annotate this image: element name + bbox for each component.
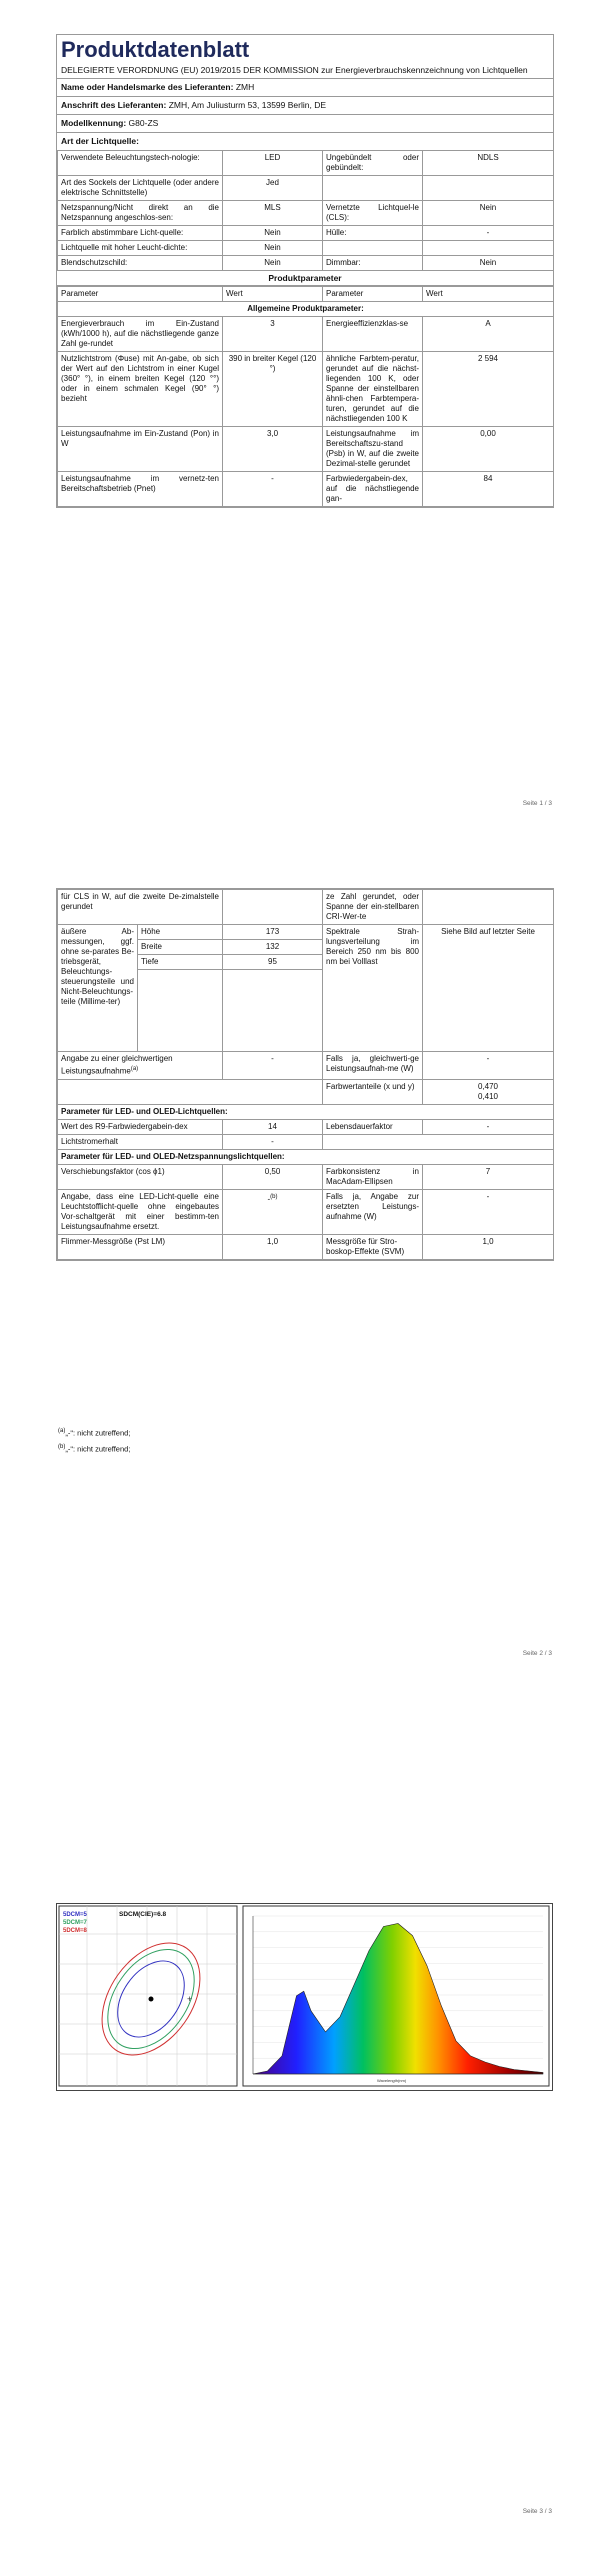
cell: Falls ja, gleichwerti-ge Leistungsaufnah-me (W) xyxy=(323,1052,423,1080)
cell: 173 xyxy=(223,925,323,940)
footnote-a xyxy=(58,1426,130,1439)
cell xyxy=(223,1189,323,1234)
cell: Verschiebungsfaktor (cos ϕ1) xyxy=(58,1164,223,1189)
table-row xyxy=(58,151,554,176)
table-row xyxy=(58,925,554,940)
cell: 0,00 xyxy=(423,427,554,472)
table-row xyxy=(58,1234,554,1259)
cell: Blendschutzschild: xyxy=(58,256,223,271)
table-row xyxy=(58,1079,554,1104)
sdcm-label: SDCM(CIE)=6.8 xyxy=(119,1911,167,1918)
cell: - xyxy=(223,472,323,507)
table-row xyxy=(58,890,554,925)
supplier-address-label: Anschrift des Lieferanten: xyxy=(61,100,167,110)
light-source-type: Art der Lichtquelle: xyxy=(61,136,139,146)
cell: Leistungsaufnahme im Bereitschaftszu-stand (Psb) in W, auf die zweite Dezimal-stelle gerundet xyxy=(323,427,423,472)
table-row xyxy=(58,1189,554,1234)
cell xyxy=(323,1134,554,1149)
cell: 3,0 xyxy=(223,427,323,472)
product-params-heading: Produktparameter xyxy=(57,271,553,286)
cell: - xyxy=(423,1189,554,1234)
cell: für CLS in W, auf die zweite De-zimalstelle gerundet xyxy=(58,890,223,925)
supplier-address-row xyxy=(57,97,553,115)
cell: Tiefe xyxy=(138,955,223,970)
cell: 132 xyxy=(223,940,323,955)
supplier-name-label: Name oder Handelsmarke des Lieferanten: xyxy=(61,82,234,92)
table-row xyxy=(58,317,554,352)
footnote-b xyxy=(58,1442,130,1455)
cell: Leistungsaufnahme im Ein-Zustand (Pon) in W xyxy=(58,427,223,472)
cell: Nein xyxy=(223,256,323,271)
cell: Höhe xyxy=(138,925,223,940)
model-label: Modellkennung: xyxy=(61,118,127,128)
table-row xyxy=(58,1134,554,1149)
dimensions-label: äußere Ab-messungen, ggf. ohne se-parates Be-triebsgerät, Beleuchtungs-steuerungsteile und Nicht-Beleuchtungs-teile (Millime-ter) xyxy=(58,925,138,1052)
cell-text: 0,410 xyxy=(477,1091,499,1101)
footnote-mark: (b) xyxy=(58,1444,66,1450)
table-row xyxy=(58,1052,554,1080)
page-number-3: Seite 3 / 3 xyxy=(522,2508,552,2515)
table-row xyxy=(58,1164,554,1189)
cell: Wert des R9-Farbwiedergabein-dex xyxy=(58,1119,223,1134)
header-cell: Parameter xyxy=(323,287,423,302)
cell: Hülle: xyxy=(323,226,423,241)
cell: LED xyxy=(223,151,323,176)
cell: Verwendete Beleuchtungstech-nologie: xyxy=(58,151,223,176)
cell: 14 xyxy=(223,1119,323,1134)
cell: - xyxy=(423,1119,554,1134)
cell: Angabe, dass eine LED-Licht-quelle eine Leuchtstofflicht-quelle ohne eingebautes Vor-schaltgerät mit einer bestimm-ten Leistungsaufnahme ersetzt. xyxy=(58,1189,223,1234)
cell: Falls ja, Angabe zur ersetzten Leistungs-aufnahme (W) xyxy=(323,1189,423,1234)
header-cell: Wert xyxy=(223,287,323,302)
table-row xyxy=(58,472,554,507)
cell: Art des Sockels der Lichtquelle (oder andere elektrische Schnittstelle) xyxy=(58,176,223,201)
cell: Farbwertanteile (x und y) xyxy=(323,1079,423,1104)
section-heading: Parameter für LED- und OLED-Netzspannungslichtquellen: xyxy=(58,1149,554,1164)
cell: - xyxy=(223,1052,323,1080)
regulation-text: DELEGIERTE VERORDNUNG (EU) 2019/2015 DER KOMMISSION zur Energieverbrauchskennzeichnung von Lichtquellen xyxy=(57,63,553,79)
table-row xyxy=(58,302,554,317)
cell: Leistungsaufnahme im vernetz-ten Bereitschaftsbetrieb (Pnet) xyxy=(58,472,223,507)
cell xyxy=(323,241,423,256)
table-header xyxy=(58,287,554,302)
cell: Nein xyxy=(423,201,554,226)
cell xyxy=(223,970,323,1052)
table-row xyxy=(58,256,554,271)
cell: Nutzlichtstrom (Φuse) mit An-gabe, ob sich der Wert auf den Lichtstrom in einer Kugel (360° °), in einem breiten Kegel (120 °°) oder in einem schmalen Kegel (90° °) bezieht xyxy=(58,352,223,427)
cell: Lichtquelle mit hoher Leucht-dichte: xyxy=(58,241,223,256)
cell: Dimmbar: xyxy=(323,256,423,271)
footnote-mark: (a) xyxy=(58,1428,66,1434)
table-row xyxy=(58,352,554,427)
cell: ze Zahl gerundet, oder Spanne der ein-stellbaren CRI-Wer-te xyxy=(323,890,423,925)
cell: Lichtstromerhalt xyxy=(58,1134,223,1149)
cell: ähnliche Farbtem-peratur, gerundet auf die nächst-liegenden 100 K, oder Spanne der einstellbaren ähnli-chen Farbtempera-turen, gerundet auf die nächstliegenden 100 K xyxy=(323,352,423,427)
footnote-ref: (b) xyxy=(270,1193,278,1200)
datasheet-page-1 xyxy=(56,34,554,508)
header-cell: Parameter xyxy=(58,287,223,302)
table-row xyxy=(58,427,554,472)
legend-5dcm7: 5DCM=7 xyxy=(63,1920,87,1926)
cell: NDLS xyxy=(423,151,554,176)
cell: Farbkonsistenz in MacAdam-Ellipsen xyxy=(323,1164,423,1189)
footnote-text: „-": nicht zutreffend; xyxy=(65,1428,131,1438)
cell: 2 594 xyxy=(423,352,554,427)
legend-5dcm5: 5DCM=5 xyxy=(63,1912,87,1918)
cell xyxy=(58,1079,323,1104)
model-value: G80-ZS xyxy=(128,118,159,128)
supplier-name-value: ZMH xyxy=(235,82,255,92)
datasheet-page-2 xyxy=(56,888,554,1261)
cell: Nein xyxy=(423,256,554,271)
table-row xyxy=(58,241,554,256)
header-cell: Wert xyxy=(423,287,554,302)
cell: Ungebündelt oder gebündelt: xyxy=(323,151,423,176)
x-axis-label: Wavelength(nm) xyxy=(377,2078,407,2083)
figure-svg xyxy=(57,1904,552,2090)
cell xyxy=(58,1052,223,1080)
cell: Vernetzte Lichtquel-le (CLS): xyxy=(323,201,423,226)
cell: Nein xyxy=(223,226,323,241)
cell: 390 in breiter Kegel (120 °) xyxy=(223,352,323,427)
table-row xyxy=(58,1149,554,1164)
cell: Siehe Bild auf letzter Seite xyxy=(423,925,554,1052)
cell-text: Angabe zu einer gleichwertigen Leistungsaufnahme xyxy=(61,1054,173,1076)
cell: Farblich abstimmbare Licht-quelle: xyxy=(58,226,223,241)
section-heading: Allgemeine Produktparameter: xyxy=(58,302,554,317)
cell: Energieverbrauch im Ein-Zustand (kWh/1000 h), auf die nächstliegende ganze Zahl ge-rundet xyxy=(58,317,223,352)
table-row xyxy=(58,1119,554,1134)
cell: 84 xyxy=(423,472,554,507)
spectrum-figure xyxy=(56,1903,553,2091)
cell: Breite xyxy=(138,940,223,955)
cell: - xyxy=(423,1052,554,1080)
cell xyxy=(423,241,554,256)
cell xyxy=(138,970,223,1052)
measured-point-icon: + xyxy=(187,1994,193,2004)
cell: MLS xyxy=(223,201,323,226)
page-number-1: Seite 1 / 3 xyxy=(522,800,552,807)
cell: Messgröße für Stro-boskop-Effekte (SVM) xyxy=(323,1234,423,1259)
cell: 3 xyxy=(223,317,323,352)
section-heading: Parameter für LED- und OLED-Lichtquellen: xyxy=(58,1104,554,1119)
table-row xyxy=(58,201,554,226)
general-params-table xyxy=(57,286,554,507)
cell: - xyxy=(223,1134,323,1149)
cell: Farbwiedergabein-dex, auf die nächstliegende gan- xyxy=(323,472,423,507)
supplier-address-value: ZMH, Am Juliusturm 53, 13599 Berlin, DE xyxy=(168,100,327,110)
cell: 95 xyxy=(223,955,323,970)
table-row xyxy=(58,1104,554,1119)
cell: Energieeffizienzklas-se xyxy=(323,317,423,352)
cell xyxy=(223,890,323,925)
cell: Spektrale Strah-lungsverteilung im Bereich 250 nm bis 800 nm bei Volllast xyxy=(323,925,423,1052)
model-row xyxy=(57,115,553,133)
supplier-name-row xyxy=(57,79,553,97)
cell: 1,0 xyxy=(223,1234,323,1259)
cell: - xyxy=(423,226,554,241)
cell: 0,50 xyxy=(223,1164,323,1189)
cell xyxy=(423,1079,554,1104)
page-number-2: Seite 2 / 3 xyxy=(522,1650,552,1657)
cell: Netzspannung/Nicht direkt an die Netzspannung angeschlos-sen: xyxy=(58,201,223,226)
center-point xyxy=(149,1997,154,2002)
cell-text: 0,470 xyxy=(477,1081,499,1091)
cell: Lebensdauerfaktor xyxy=(323,1119,423,1134)
cell: Jed xyxy=(223,176,323,201)
table-row xyxy=(58,176,554,201)
cell xyxy=(423,176,554,201)
cell: Nein xyxy=(223,241,323,256)
cell-text: - xyxy=(267,1194,271,1204)
cell: A xyxy=(423,317,554,352)
params-table-continued xyxy=(57,889,554,1260)
table-row xyxy=(58,226,554,241)
cell xyxy=(423,890,554,925)
cell: 1,0 xyxy=(423,1234,554,1259)
legend-5dcm8: 5DCM=8 xyxy=(63,1928,87,1934)
cell: 7 xyxy=(423,1164,554,1189)
light-source-table xyxy=(57,150,554,271)
footnote-text: „-": nicht zutreffend; xyxy=(65,1444,131,1454)
cell: Flimmer-Messgröße (Pst LM) xyxy=(58,1234,223,1259)
footnote-ref: (a) xyxy=(130,1066,139,1072)
cell xyxy=(323,176,423,201)
page-title: Produktdatenblatt xyxy=(61,37,250,62)
